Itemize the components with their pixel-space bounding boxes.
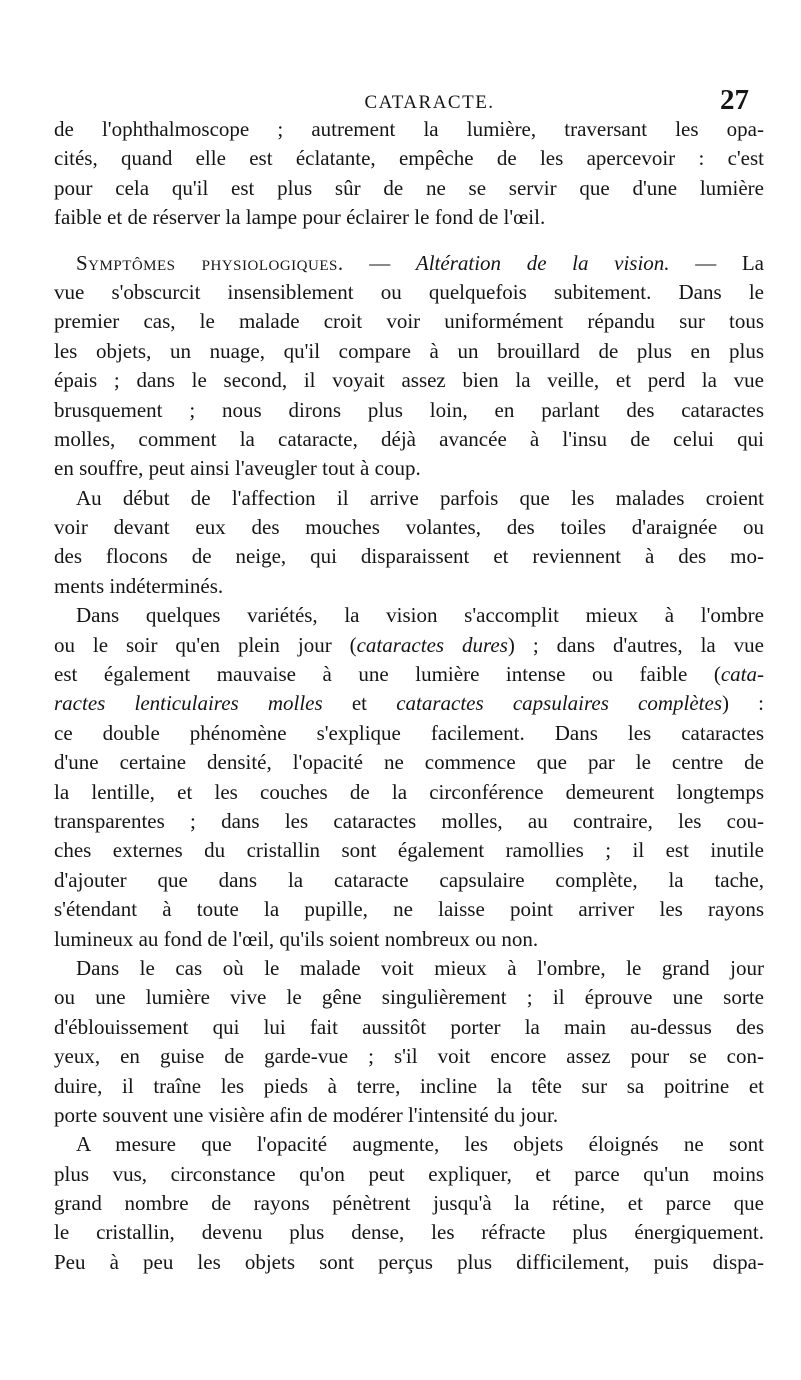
text-line: molles, comment la cataracte, déjà avancée à l'insu de celui qui xyxy=(54,426,764,451)
text-line: transparentes ; dans les cataractes molles, au contraire, les cou- xyxy=(54,808,764,833)
text-line: cités, quand elle est éclatante, empêche de les apercevoir : c'est xyxy=(54,146,764,171)
text-span: ou le soir qu'en plein jour ( xyxy=(54,632,357,657)
text-line: grand nombre de rayons pénètrent jusqu'à la rétine, et parce que xyxy=(54,1191,764,1216)
text-line: voir devant eux des mouches volantes, des toiles d'araignée ou xyxy=(54,515,764,540)
text-line-mixed xyxy=(54,660,764,689)
text-line: d'ajouter que dans la cataracte capsulaire complète, la tache, xyxy=(54,867,764,892)
text-line: Dans le cas où le malade voit mieux à l'ombre, le grand jour xyxy=(76,955,764,980)
text-line: duire, il traîne les pieds à terre, incline la tête sur sa poitrine et xyxy=(54,1073,764,1098)
italic-term: ractes lenticulaires molles xyxy=(54,691,323,716)
italic-term: cataractes dures xyxy=(356,632,508,657)
text-line: yeux, en guise de garde-vue ; s'il voit encore assez pour se con- xyxy=(54,1044,764,1069)
text-line: ou une lumière vive le gêne singulièrement ; il éprouve une sorte xyxy=(54,985,764,1010)
text-line: le cristallin, devenu plus dense, les réfracte plus énergiquement. xyxy=(54,1220,764,1245)
page-number: 27 xyxy=(720,84,749,116)
text-span: est également mauvaise à une lumière intense ou faible xyxy=(54,662,688,687)
text-line: A mesure que l'opacité augmente, les objets éloignés ne sont xyxy=(76,1132,764,1157)
text-line: Au début de l'affection il arrive parfois que les malades croient xyxy=(76,485,764,510)
section-subtitle: Altération de la vision. xyxy=(415,250,670,275)
text-line: épais ; dans le second, il voyait assez bien la veille, et perd la vue xyxy=(54,368,764,393)
text-line: brusquement ; nous dirons plus loin, en parlant des cataractes xyxy=(54,397,764,422)
text-line: des flocons de neige, qui disparaissent et reviennent à des mo- xyxy=(54,544,764,569)
heading-dash: — xyxy=(343,250,416,275)
text-line: s'étendant à toute la pupille, ne laisse point arriver les rayons xyxy=(54,897,764,922)
running-header xyxy=(96,84,763,116)
section-heading: Symptômes physiologiques. xyxy=(76,250,344,275)
text-line-mixed xyxy=(54,631,764,660)
text-span: ( xyxy=(687,662,721,687)
text-line: vue s'obscurcit insensiblement ou quelquefois subitement. Dans le xyxy=(54,279,764,304)
heading-continuation: — La xyxy=(669,250,764,275)
text-line: ments indéterminés. xyxy=(54,573,224,598)
text-line: la lentille, et les couches de la circonférence demeurent longtemps xyxy=(54,779,764,804)
text-line: plus vus, circonstance qu'on peut expliquer, et parce qu'un moins xyxy=(54,1161,764,1186)
text-line: en souffre, peut ainsi l'aveugler tout à coup. xyxy=(54,456,421,481)
text-line-mixed xyxy=(54,689,764,718)
text-line: Peu à peu les objets sont perçus plus difficilement, puis dispa- xyxy=(54,1249,764,1274)
text-line: porte souvent une visière afin de modérer l'intensité du jour. xyxy=(54,1102,559,1127)
text-line: ce double phénomène s'explique facilement. Dans les cataractes xyxy=(54,720,764,745)
running-title: CATARACTE. xyxy=(364,92,495,113)
section-heading-line xyxy=(54,249,764,278)
text-line: de l'ophthalmoscope ; autrement la lumière, traversant les opa- xyxy=(54,117,764,141)
text-line: premier cas, le malade croit voir uniformément répandu sur tous xyxy=(54,309,764,334)
text-line: d'éblouissement qui lui fait aussitôt porter la main au-dessus des xyxy=(54,1014,764,1039)
italic-term: cataractes capsulaires complètes xyxy=(396,691,723,716)
text-line: ches externes du cristallin sont également ramollies ; il est inutile xyxy=(54,838,764,863)
text-span: et xyxy=(322,691,397,716)
italic-term: cata- xyxy=(720,662,765,687)
text-line: faible et de réserver la lampe pour éclairer le fond de l'œil. xyxy=(54,205,546,230)
text-line: lumineux au fond de l'œil, qu'ils soient nombreux ou non. xyxy=(54,926,539,951)
text-span: ) ; dans d'autres, la vue xyxy=(507,632,764,657)
paragraph-gap xyxy=(54,233,764,249)
text-line: Dans quelques variétés, la vision s'accomplit mieux à l'ombre xyxy=(76,603,764,628)
text-span: ) : xyxy=(722,691,765,716)
body-text xyxy=(54,115,764,1277)
text-line: les objets, un nuage, qu'il compare à un brouillard de plus en plus xyxy=(54,338,764,363)
text-line: pour cela qu'il est plus sûr de ne se servir que d'une lumière xyxy=(54,175,764,200)
text-line: d'une certaine densité, l'opacité ne commence que par le centre de xyxy=(54,750,764,775)
